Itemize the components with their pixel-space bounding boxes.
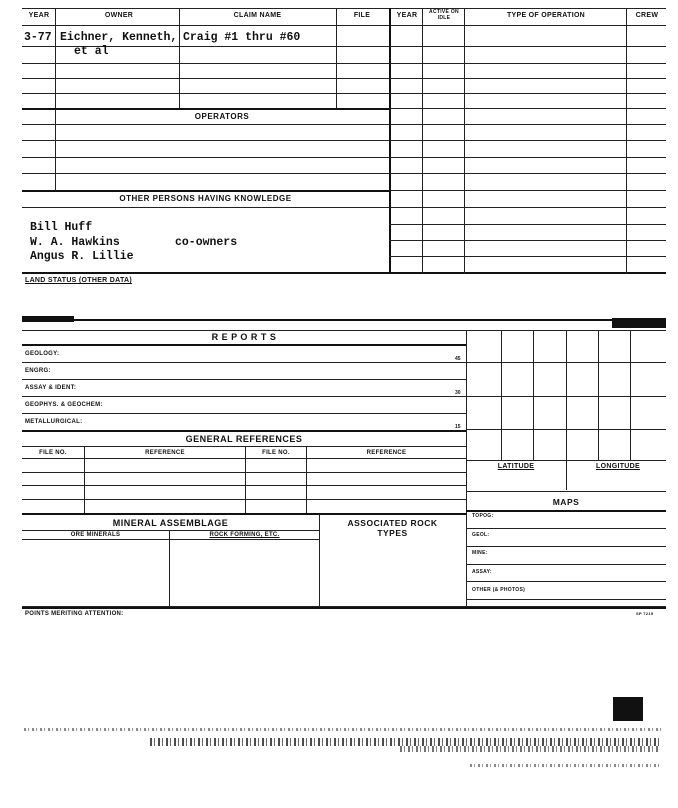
mineral-assemblage-title: MINERAL ASSEMBLAGE <box>112 518 229 528</box>
report-geology: GEOLOGY: <box>25 351 60 357</box>
operators-title: OPERATORS <box>194 112 250 121</box>
latitude-label: LATITUDE <box>497 463 535 470</box>
owner-claim-table <box>0 0 678 280</box>
col-header-file: FILE <box>353 12 371 19</box>
col-header-type-of-operation: TYPE OF OPERATION <box>506 12 586 19</box>
separator-bar <box>22 319 666 321</box>
col-header-active-on-idle: ACTIVE ON IDLE <box>429 9 459 21</box>
person-2-name: W. A. Hawkins <box>30 236 120 249</box>
maps-title: MAPS <box>552 497 580 507</box>
reports-section: R E P O R T S GEOLOGY: 45 ENGRG: ASSAY & IDENT: 30 GEOPHYS. & GEOCHEM: METALLURGICAL: 15 GENERAL REFERENCES FILE NO. REFERENCE FILE NO. REFERENCE MINERAL ASSEMBLAGE ASSOCIATED ROCK TYPES ORE MINERALS ROCK FORMING, ETC. LATITUDE LONGITUDE MAPS TOPOG: GEOL: MINE: ASSAY: OTHER (& PHOTOS) <box>0 325 678 615</box>
col-header-year: YEAR <box>28 12 50 19</box>
col-header-claim-name: CLAIM NAME <box>233 12 282 19</box>
form-number: SP 7215 <box>636 611 654 616</box>
associated-rock-types-title: ASSOCIATED ROCK TYPES <box>347 518 438 538</box>
land-status-label: LAND STATUS (OTHER DATA) <box>25 277 133 284</box>
person-2-note: co-owners <box>175 236 238 249</box>
person-1-name: Bill Huff <box>30 221 93 234</box>
scan-noise <box>24 728 664 731</box>
entry-owner-line2: et al <box>74 45 109 58</box>
report-metallurgical: METALLURGICAL: <box>25 419 83 425</box>
person-3-name: Angus R. Lillie <box>30 250 134 263</box>
entry-owner: Eichner, Kenneth, <box>60 31 178 44</box>
scan-block <box>613 697 643 721</box>
report-engrg: ENGRG: <box>25 368 51 374</box>
reports-title: R E P O R T S <box>211 332 277 342</box>
report-geophys: GEOPHYS. & GEOCHEM: <box>25 402 103 408</box>
points-meriting-attention-label: POINTS MERITING ATTENTION: <box>25 611 124 617</box>
entry-year: 3-77 <box>24 31 52 44</box>
general-references-title: GENERAL REFERENCES <box>185 434 303 444</box>
col-header-crew: CREW <box>635 12 659 19</box>
entry-claim-name: Craig #1 thru #60 <box>183 31 301 44</box>
other-persons-title: OTHER PERSONS HAVING KNOWLEDGE <box>119 194 292 203</box>
longitude-label: LONGITUDE <box>596 463 640 470</box>
report-assay: ASSAY & IDENT: <box>25 385 77 391</box>
col-header-year-2: YEAR <box>396 12 418 19</box>
col-header-owner: OWNER <box>104 12 134 19</box>
